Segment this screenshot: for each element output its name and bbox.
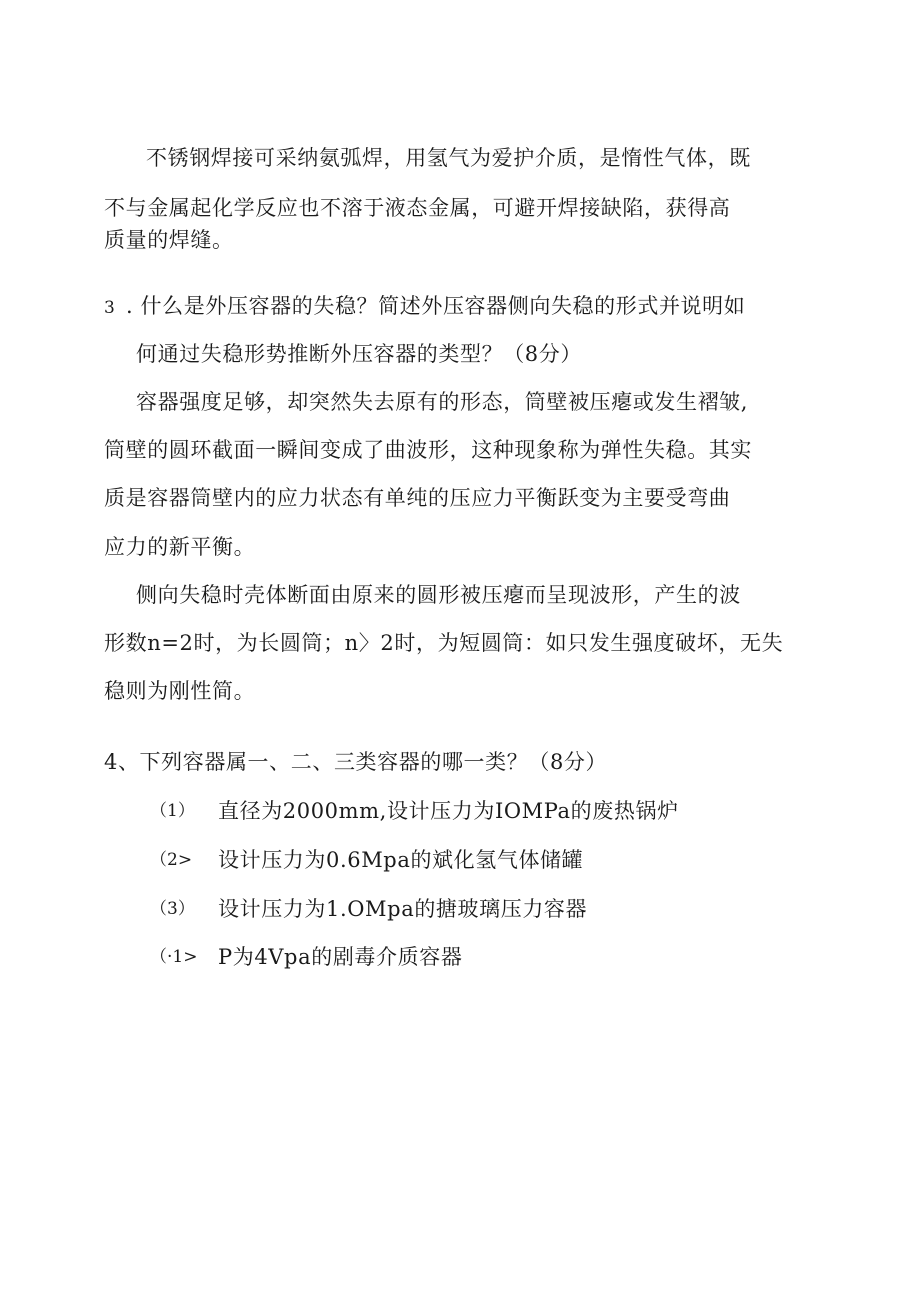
answer-3-paragraph-line: 筒壁的圆环截面一瞬间变成了曲波形，这种现象称为弹性失稳。其实 — [104, 438, 752, 462]
answer-3-paragraph-line: 侧向失稳时壳体断面由原来的圆形被压瘪而呈现波形，产生的波 — [136, 583, 741, 607]
question-3-line: 何通过失稳形势推断外压容器的类型？（8分） — [136, 342, 582, 366]
welding-paragraph-line: 不与金属起化学反应也不溶于液态金属，可避开焊接缺陷，获得高 — [104, 196, 731, 220]
question-4-item-text: P为4Vpa的剧毒介质容器 — [218, 945, 463, 969]
answer-3-paragraph-line: 形数n=2时，为长圆筒；n〉2时，为短圆筒：如只发生强度破坏，无失 — [104, 631, 784, 655]
question-4-title: 4、下列容器属一、二、三类容器的哪一类？（8分） — [104, 750, 608, 774]
question-4-item-text: 直径为2000mm,设计压力为IOMPa的废热锅炉 — [218, 799, 679, 823]
question-3-line: . 什么是外压容器的失稳？简述外压容器侧向失稳的形式并说明如 — [126, 294, 746, 318]
question-4-item-text: 设计压力为1.OMpa的搪玻璃压力容器 — [218, 897, 588, 921]
question-3-number: 3 — [104, 298, 115, 318]
question-4-item-label: （·1> — [150, 947, 198, 967]
answer-3-paragraph-line: 容器强度足够，却突然失去原有的形态，筒壁被压瘪或发生褶皱, — [136, 390, 749, 414]
answer-3-paragraph-line: 稳则为刚性简。 — [104, 679, 256, 703]
welding-paragraph-line: 质量的焊缝。 — [104, 228, 234, 252]
question-4-item-label: （1） — [150, 801, 195, 821]
welding-paragraph-line: 不锈钢焊接可采纳氨弧焊，用氢气为爱护介质，是惰性气体，既 — [146, 146, 751, 170]
question-4-item-text: 设计压力为0.6Mpa的斌化氢气体储罐 — [218, 848, 584, 872]
answer-3-paragraph-line: 质是容器筒壁内的应力状态有单纯的压应力平衡跃变为主要受弯曲 — [104, 486, 731, 510]
question-4-item-label: （2> — [150, 850, 193, 870]
answer-3-paragraph-line: 应力的新平衡。 — [104, 535, 256, 559]
question-4-item-label: （3） — [150, 899, 195, 919]
